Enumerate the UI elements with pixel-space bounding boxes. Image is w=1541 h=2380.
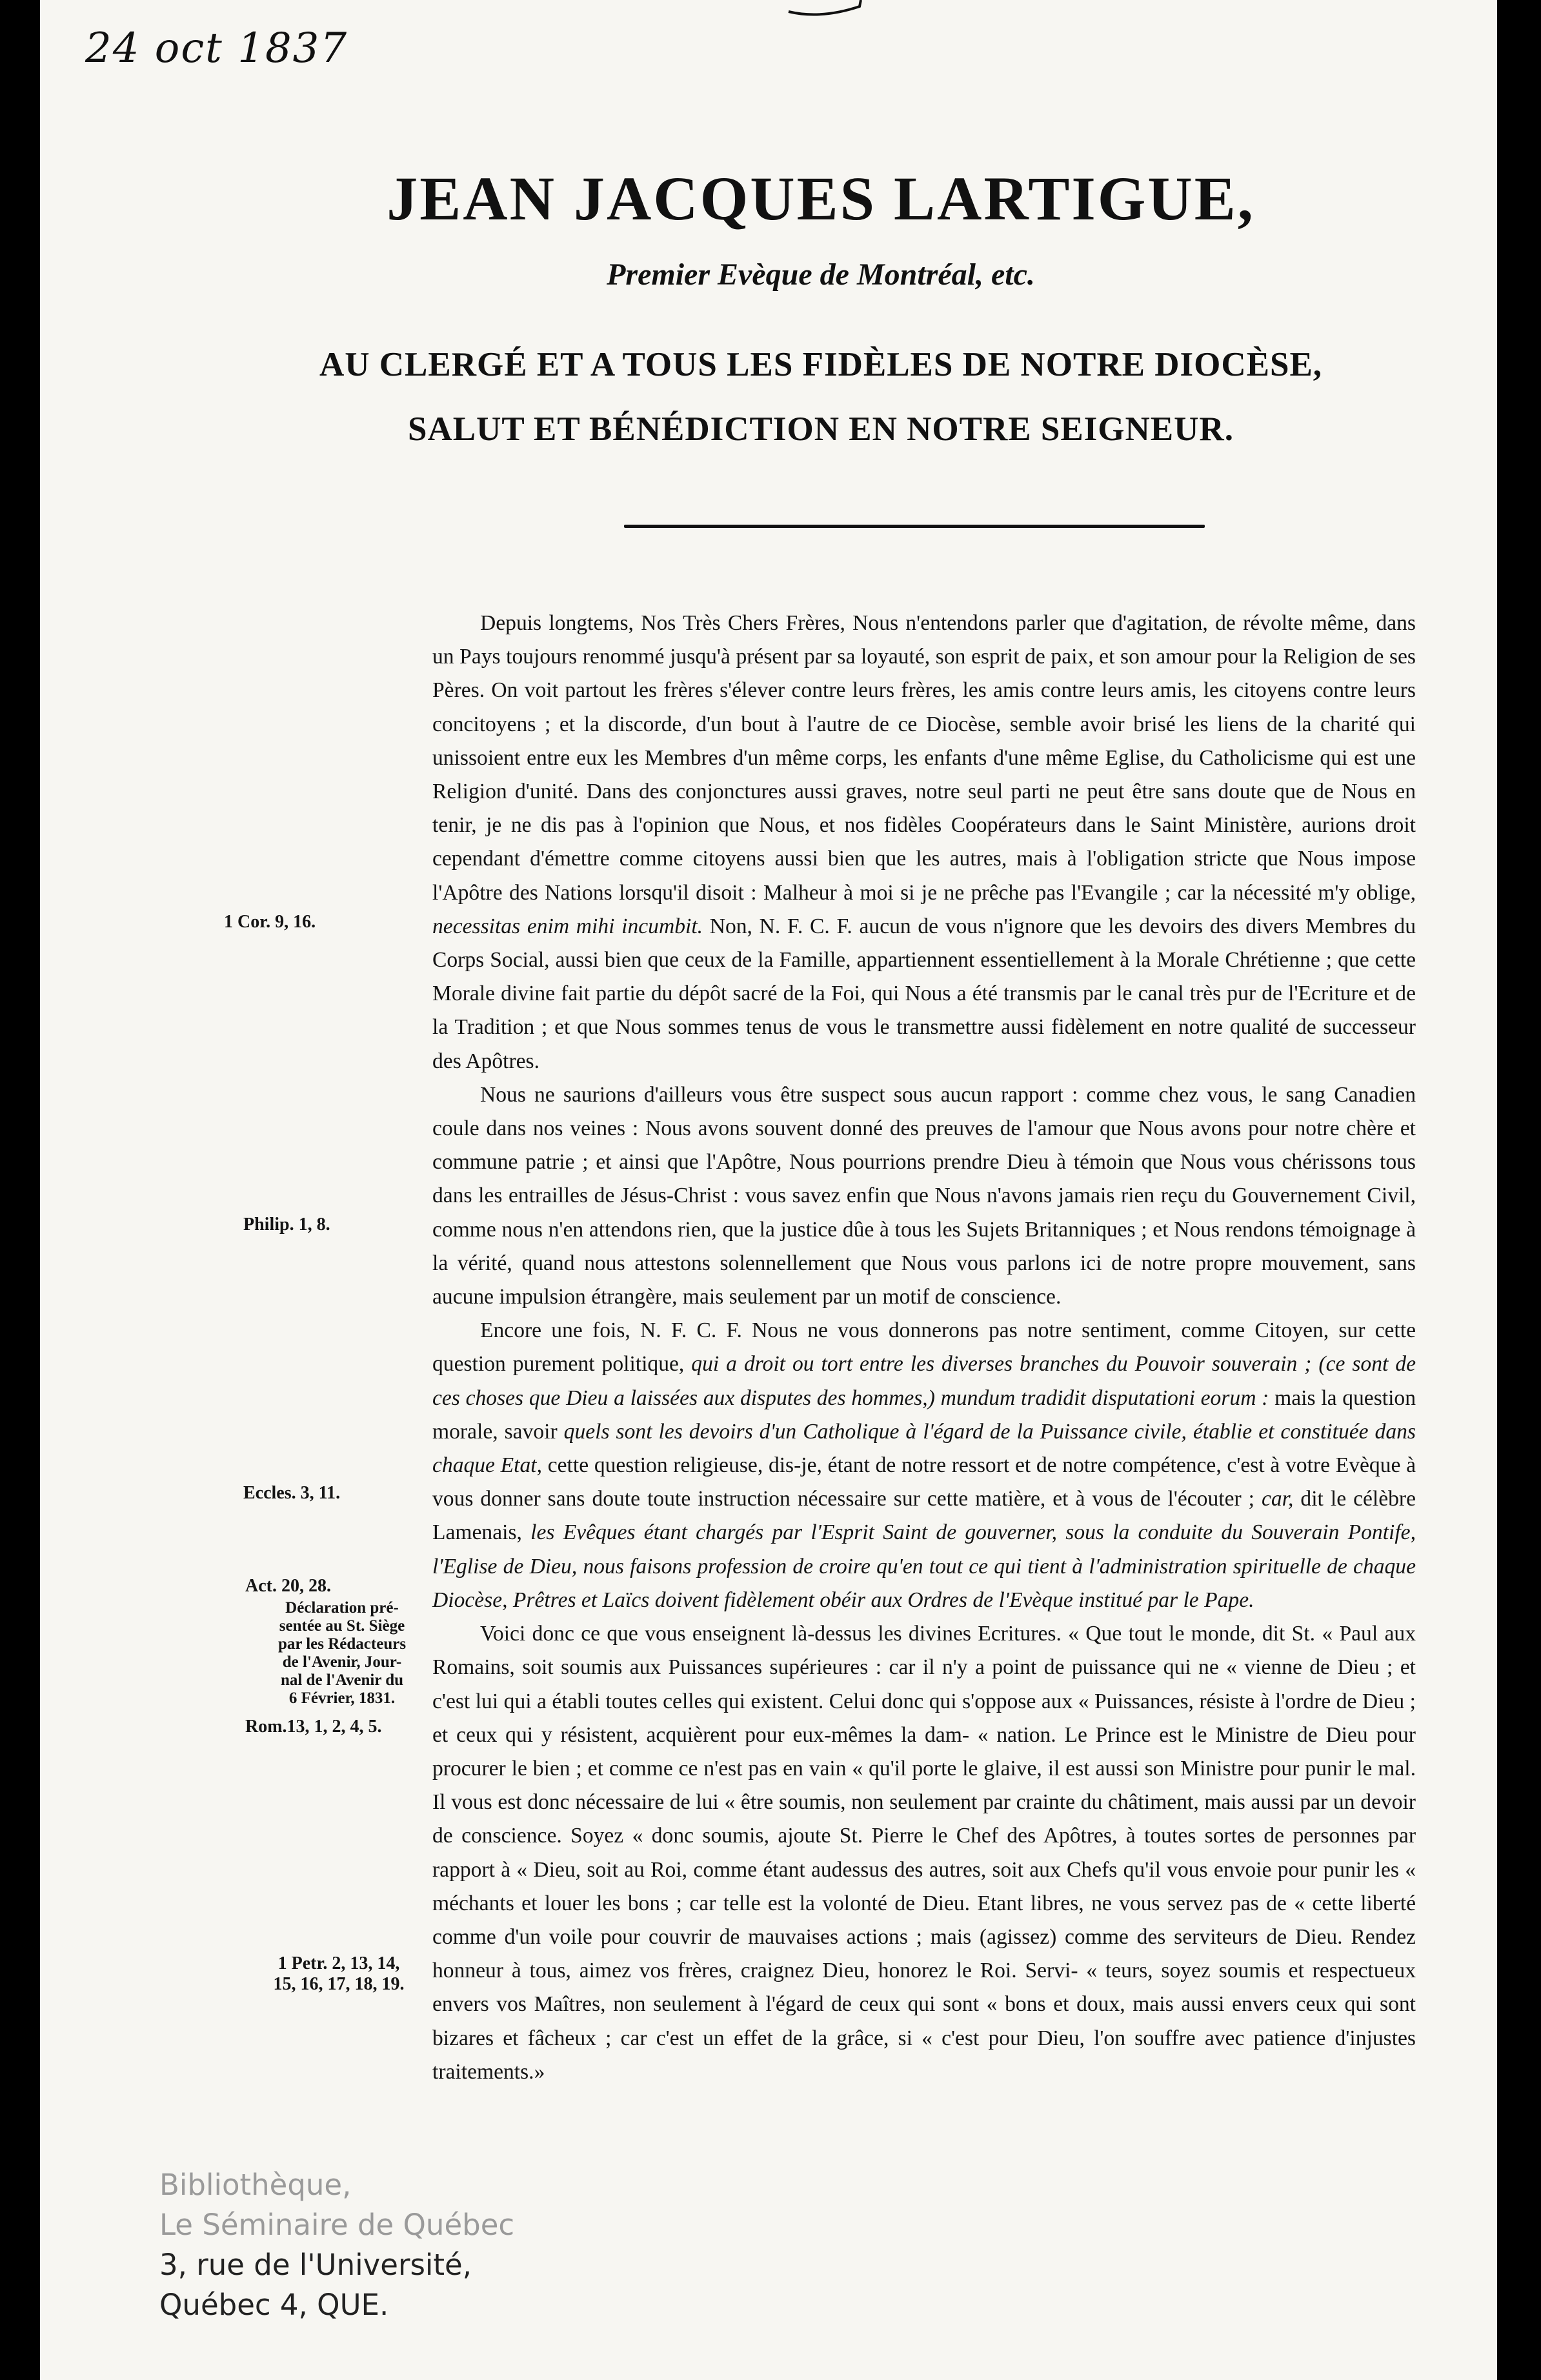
margin-ref-acts: Act. 20, 28. bbox=[245, 1576, 331, 1596]
library-stamp bbox=[159, 2165, 547, 2325]
paragraph-4: Voici donc ce que vous enseignent là-dessus les divines Ecritures. « Que tout le monde, dit St. « Paul aux Romains, soit soumis aux Puissances supérieures : car il n'y a point de puissance qui ne « vienne de Dieu ; et c'est lui qui a établi toutes celles qui existent. Celui donc qui s'oppose aux « Puissances, résiste à l'ordre de Dieu ; et ceux qui y résistent, acquièrent pour eux-mêmes la dam- « nation. Le Prince est le Ministre de Dieu pour procurer le bien ; et comme ce n'est pas en vain « qu'il porte le glaive, il est aussi son Ministre pour punir le mal. Il vous est donc nécessaire de lui « être soumis, non seulement par crainte du châtiment, mais aussi par un devoir de conscience. Soyez « donc soumis, ajoute St. Pierre le Chef des Apôtres, à toutes sortes de personnes par rapport à « Dieu, soit au Roi, comme étant audessus des autres, soit aux Chefs qu'il vous envoie pour punir les « méchants et louer les bons ; car telle est la volonté de Dieu. Etant libres, ne vous servez pas de « cette liberté comme d'un voile pour couvrir de mauvaises actions ; mais (agissez) comme des serviteurs de Dieu. Rendez honneur à tous, aimez vos frères, craignez Dieu, honorez le Roi. Servi- « teurs, soyez soumis et respectueux envers vos Maîtres, non seulement à l'égard de ceux qui sont « bons et doux, mais aussi envers ceux qui sont bizares et fâcheux ; car c'est un effet de la grâce, si « c'est pour Dieu, l'on souffre avec patience d'injustes traitements.» bbox=[432, 1622, 1416, 2084]
stamp-line-3: 3, rue de l'Université, bbox=[159, 2248, 472, 2282]
handwritten-date: 24 oct 1837 bbox=[85, 25, 348, 72]
paragraph-2: Nous ne saurions d'ailleurs vous être suspect sous aucun rapport : comme chez vous, le sang Canadien coule dans nos veines : Nous avons souvent donné des preuves de l'amour que Nous avons pour notre chère et commune patrie ; et ainsi que l'Apôtre, Nous pourrions prendre Dieu à témoin que Nous vous chérissons tous dans les entrailles de Jésus-Christ : vous savez enfin que Nous n'avons jamais rien reçu du Gouvernement Civil, comme nous n'en attendons rien, que la justice dûe à tous les Sujets Britanniques ; et Nous rendons témoignage à la vérité, quand nous attestons solennellement que Nous vous parlons ici de notre propre mouvement, sans aucune impulsion étrangère, mais seulement par un motif de conscience. bbox=[432, 1082, 1416, 1309]
margin-ref-philip: Philip. 1, 8. bbox=[243, 1215, 330, 1235]
stamp-line-2: Le Séminaire de Québec bbox=[159, 2208, 515, 2242]
margin-ref-rom: Rom.13, 1, 2, 4, 5. bbox=[245, 1717, 382, 1737]
document-page bbox=[40, 0, 1497, 2380]
document-subtitle: Premier Evèque de Montréal, etc. bbox=[607, 257, 1035, 292]
margin-ref-1-cor: 1 Cor. 9, 16. bbox=[224, 912, 316, 932]
margin-ref-eccles: Eccles. 3, 11. bbox=[243, 1483, 341, 1503]
decorative-rule bbox=[624, 525, 1205, 528]
letter-body bbox=[432, 607, 1416, 2089]
stamp-line-1: Bibliothèque, bbox=[159, 2168, 352, 2202]
paragraph-3: Encore une fois, N. F. C. F. Nous ne vous donnerons pas notre sentiment, comme Citoyen, sur cette question purement politique, qui a droit ou tort entre les diverses branches du Pouvoir souverain ; (ce sont de ces choses que Dieu a laissées aux disputes des hommes,) mundum tradidit disputationi eorum : mais la question morale, savoir quels sont les devoirs d'un Catholique à l'égard de la Puissance civile, établie et constituée dans chaque Etat, cette question religieuse, dis-je, étant de notre ressort et de notre compétence, c'est à votre Evèque à vous donner sans doute toute instruction nécessaire sur cette matière, et à vous de l'écouter ; car, dit le célèbre Lamenais, les Evêques étant chargés par l'Esprit Saint de gouverner, sous la conduite du Souverain Pontife, l'Eglise de Dieu, nous faisons profession de croire qu'en tout ce qui tient à l'administration spirituelle de chaque Diocèse, Prêtres et Laïcs doivent fidèlement obéir aux Ordres de l'Evèque institué par le Pape. bbox=[432, 1318, 1416, 1612]
salutation-line-2: SALUT ET BÉNÉDICTION EN NOTRE SEIGNEUR. bbox=[408, 410, 1234, 448]
margin-ref-1-petr: 1 Petr. 2, 13, 14, 15, 16, 17, 18, 19. bbox=[273, 1953, 405, 1994]
archival-pen-mark bbox=[782, 0, 885, 21]
stamp-line-4: Québec 4, QUE. bbox=[159, 2288, 389, 2322]
document-title: JEAN JACQUES LARTIGUE, bbox=[387, 164, 1255, 233]
paragraph-1: Depuis longtems, Nos Très Chers Frères, Nous n'entendons parler que d'agitation, de révolte même, dans un Pays toujours renommé jusqu'à présent par sa loyauté, son esprit de paix, et son amour pour la Religion de ses Pères. On voit partout les frères s'élever contre leurs frères, les amis contre leurs amis, les citoyens contre leurs concitoyens ; et la discorde, d'un bout à l'autre de ce Diocèse, semble avoir brisé les liens de la charité qui unissoient entre eux les Membres d'un même corps, les enfants d'une même Eglise, du Catholicisme qui est une Religion d'unité. Dans des conjonctures aussi graves, notre seul parti ne peut être sans doute que de Nous en tenir, je ne dis pas à l'opinion que Nous, et nos fidèles Coopérateurs dans le Saint Ministère, aurions droit cependant d'émettre comme citoyens aussi bien que les autres, mais à l'obligation stricte que Nous impose l'Apôtre des Nations lorsqu'il disoit : Malheur à moi si je ne prêche pas l'Evangile ; car la nécessité m'y oblige, necessitas enim mihi incumbit. Non, N. F. C. F. aucun de vous n'ignore que les devoirs des divers Membres du Corps Social, aussi bien que ceux de la Famille, appartiennent essentiellement à la Morale Chrétienne ; que cette Morale divine fait partie du dépôt sacré de la Foi, qui Nous a été transmis par le canal très pur de l'Ecriture et de la Tradition ; et que Nous sommes tenus de vous le transmettre aussi fidèlement en notre qualité de successeur des Apôtres. bbox=[432, 611, 1416, 1073]
margin-note-declaration: Déclaration pré- sentée au St. Siège par les Rédacteurs de l'Avenir, Jour- nal de l'Avenir du 6 Février, 1831. bbox=[277, 1599, 407, 1707]
salutation-line-1: AU CLERGÉ ET A TOUS LES FIDÈLES DE NOTRE DIOCÈSE, bbox=[319, 346, 1323, 383]
